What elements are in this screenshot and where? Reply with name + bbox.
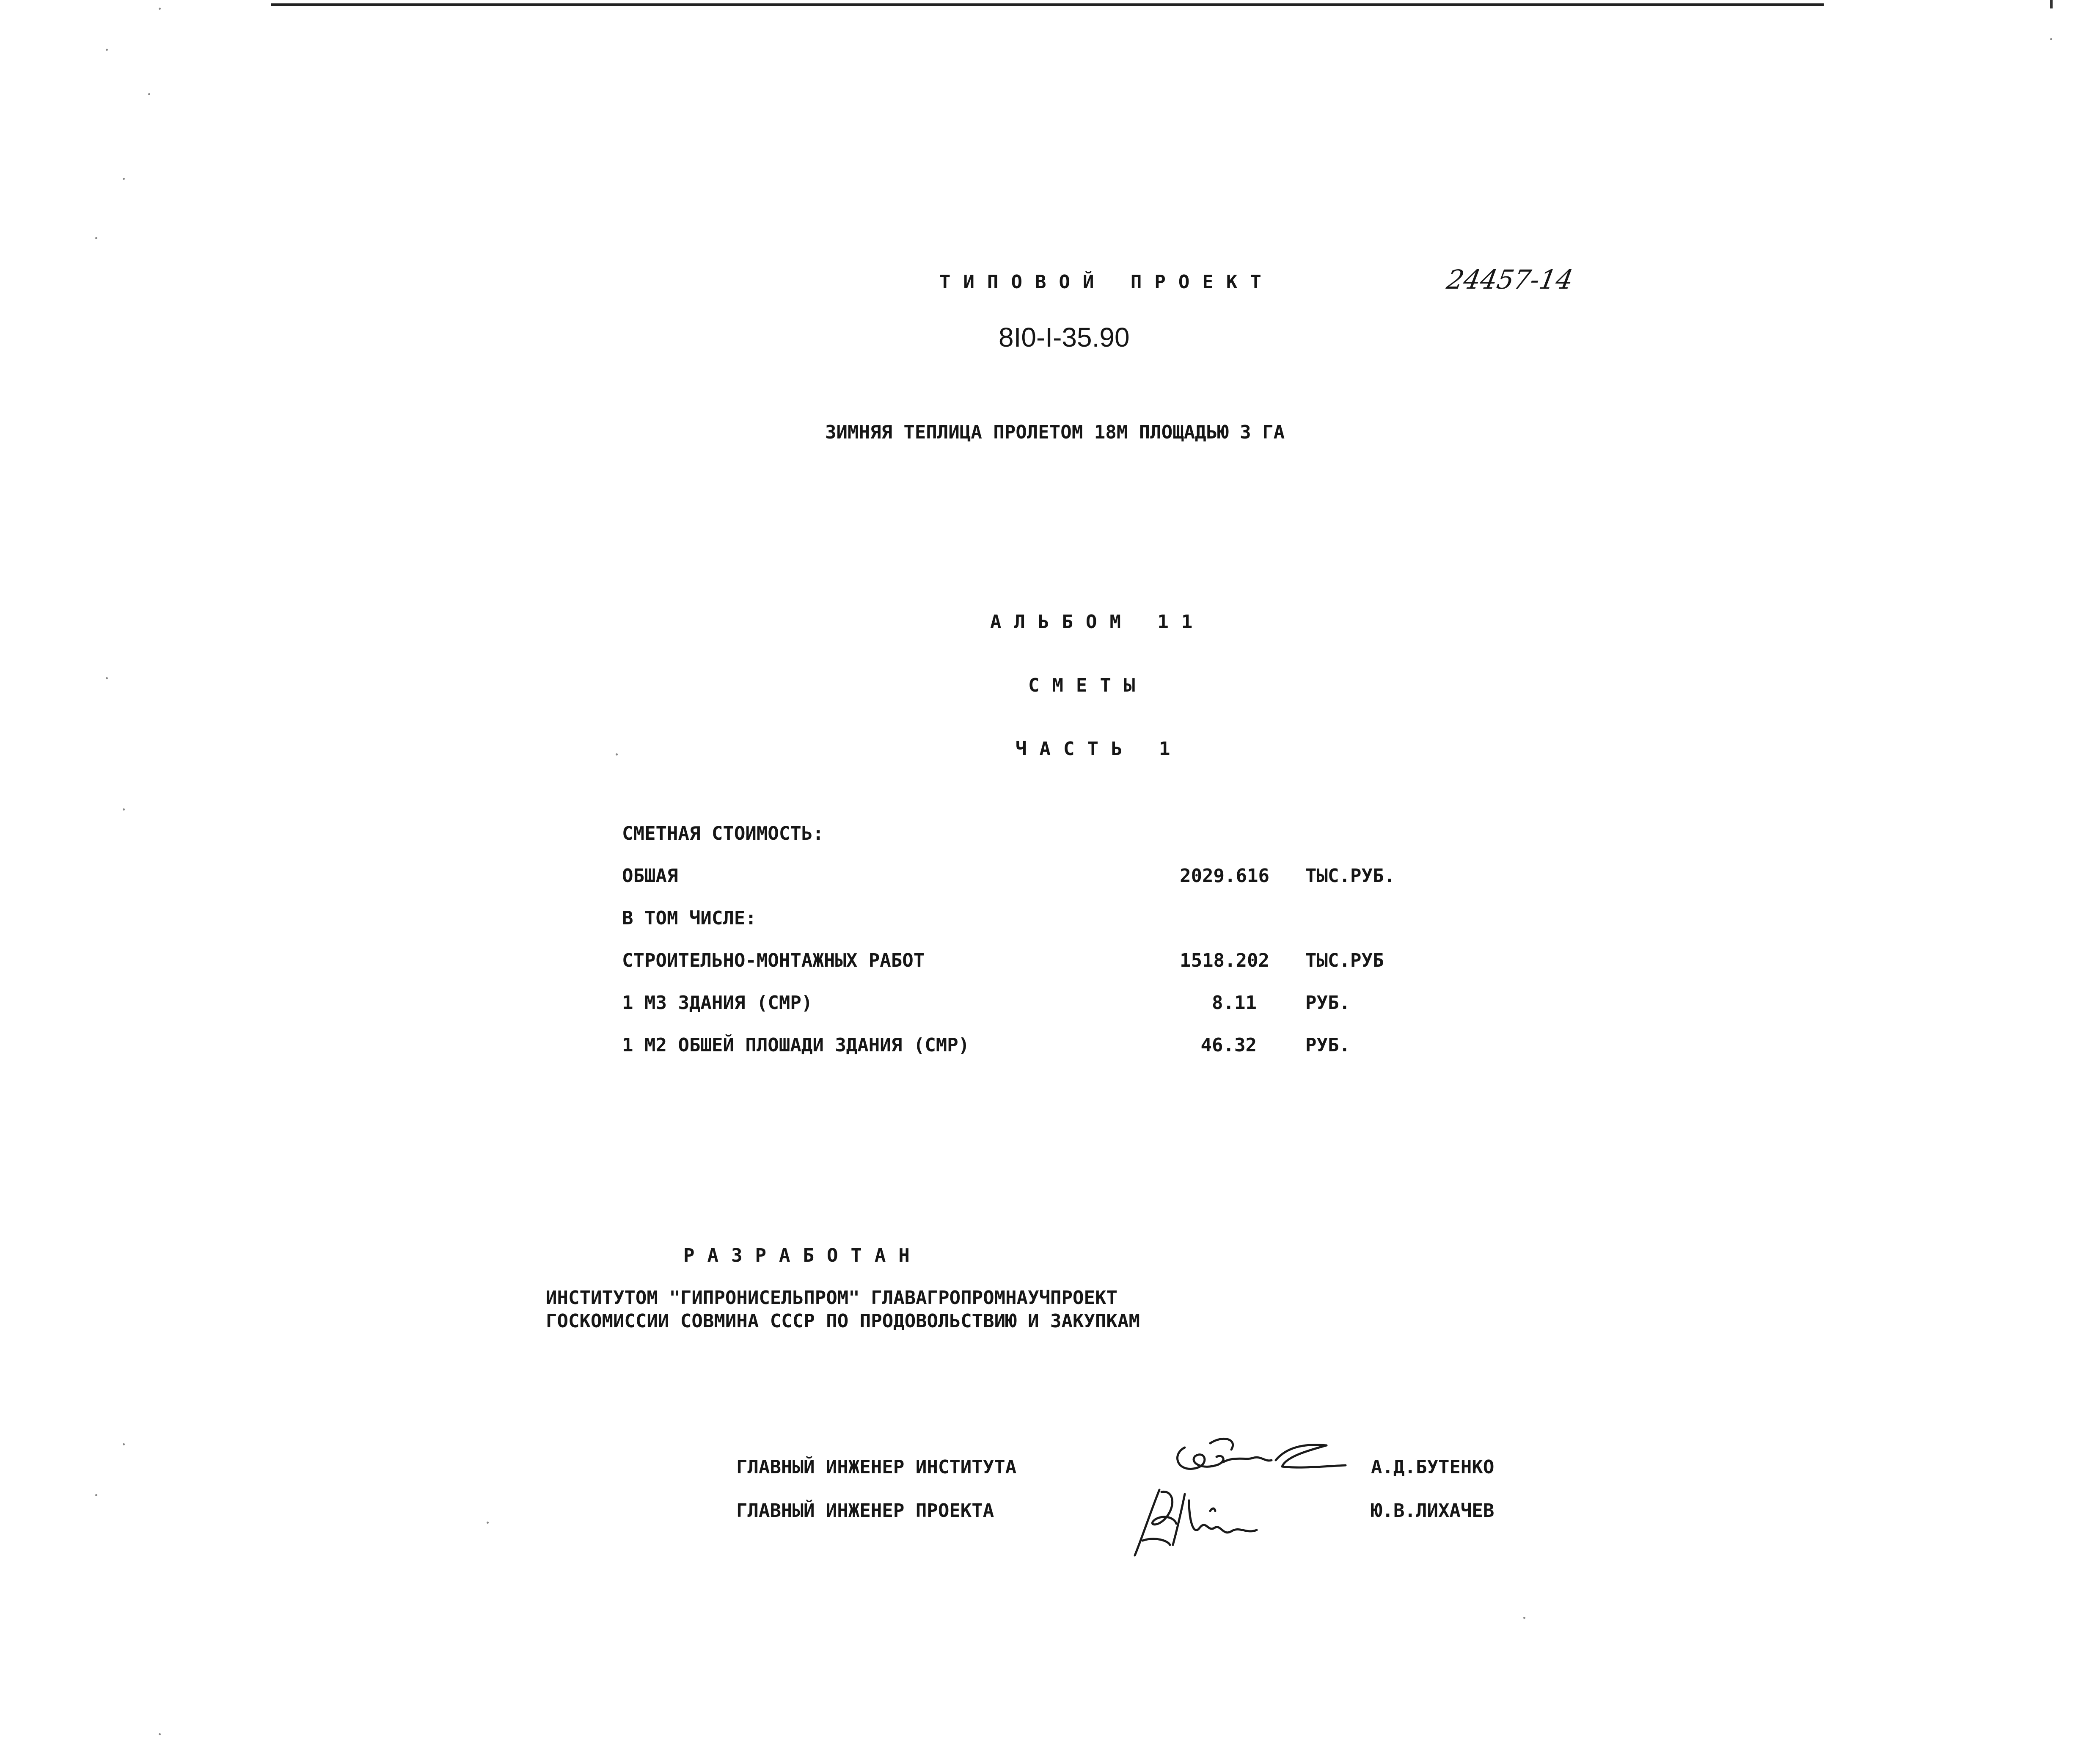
developer-line-2: ГОСКОМИССИИ СОВМИНА СССР ПО ПРОДОВОЛЬСТВИЮ И ЗАКУПКАМ (546, 1310, 1140, 1332)
scan-speck (2050, 38, 2052, 40)
developer-line-1: ИНСТИТУТОМ "ГИПРОНИСЕЛЬПРОМ" ГЛАВАГРОПРОМНАУЧПРОЕКТ (546, 1287, 1118, 1309)
estimate-row-unit: ТЫС.РУБ. (1305, 865, 1395, 887)
estimate-row-unit: РУБ. (1305, 992, 1350, 1014)
scan-speck (616, 753, 618, 755)
project-code: 8I0-I-35.90 (999, 322, 1130, 353)
signature-name: Ю.В.ЛИХАЧЕВ (1371, 1500, 1494, 1522)
estimate-row-value: 46.32 (1200, 1034, 1257, 1056)
handwritten-inventory-number: 24457-14 (1444, 264, 1576, 295)
scan-speck (95, 1494, 97, 1496)
scan-speck (159, 1733, 161, 1735)
estimate-row-label: СТРОИТЕЛЬНО-МОНТАЖНЫХ РАБОТ (622, 950, 925, 971)
estimate-row-label: 1 М2 ОБШЕЙ ПЛОШАДИ ЗДАНИЯ (СМР) (622, 1034, 970, 1056)
top-border-line (271, 3, 1824, 6)
scan-speck (1523, 1617, 1525, 1619)
scan-speck (106, 49, 108, 51)
scan-speck (95, 237, 97, 239)
scan-speck (123, 1443, 125, 1445)
chief-engineer-project-signature (1126, 1477, 1269, 1562)
estimate-row-value: 8.11 (1212, 992, 1257, 1014)
project-type-heading: ТИПОВОЙ ПРОЕКТ (939, 271, 1274, 293)
estimate-row-value: 1518.202 (1180, 950, 1269, 971)
project-title: ЗИМНЯЯ ТЕПЛИЦА ПРОЛЕТОМ 18М ПЛОЩАДЬЮ 3 ГА (825, 422, 1285, 443)
estimate-heading: СМЕТНАЯ СТОИМОСТЬ: (622, 823, 824, 844)
album-label: АЛЬБОМ 11 (990, 611, 1206, 633)
estimate-row-label: В ТОМ ЧИСЛЕ: (622, 907, 757, 929)
top-edge-mark (2050, 0, 2053, 8)
scan-speck (159, 8, 161, 10)
scan-speck (148, 93, 150, 95)
scan-speck (123, 178, 125, 180)
signature-role: ГЛАВНЫЙ ИНЖЕНЕР ИНСТИТУТА (736, 1456, 1017, 1478)
scan-speck (487, 1522, 489, 1524)
estimate-row-unit: ТЫС.РУБ (1305, 950, 1384, 971)
estimate-row-unit: РУБ. (1305, 1034, 1350, 1056)
part-label: ЧАСТЬ 1 (1016, 738, 1183, 760)
scan-speck (123, 808, 125, 811)
estimate-row-label: 1 М3 ЗДАНИЯ (СМР) (622, 992, 813, 1014)
signature-role: ГЛАВНЫЙ ИНЖЕНЕР ПРОЕКТА (736, 1500, 994, 1522)
estimate-row-label: ОБШАЯ (622, 865, 678, 887)
section-title: СМЕТЫ (1028, 675, 1148, 696)
scan-speck (106, 677, 108, 679)
signature-name: А.Д.БУТЕНКО (1371, 1456, 1494, 1478)
developer-heading: РАЗРАБОТАН (683, 1245, 922, 1266)
estimate-row-value: 2029.616 (1180, 865, 1269, 887)
